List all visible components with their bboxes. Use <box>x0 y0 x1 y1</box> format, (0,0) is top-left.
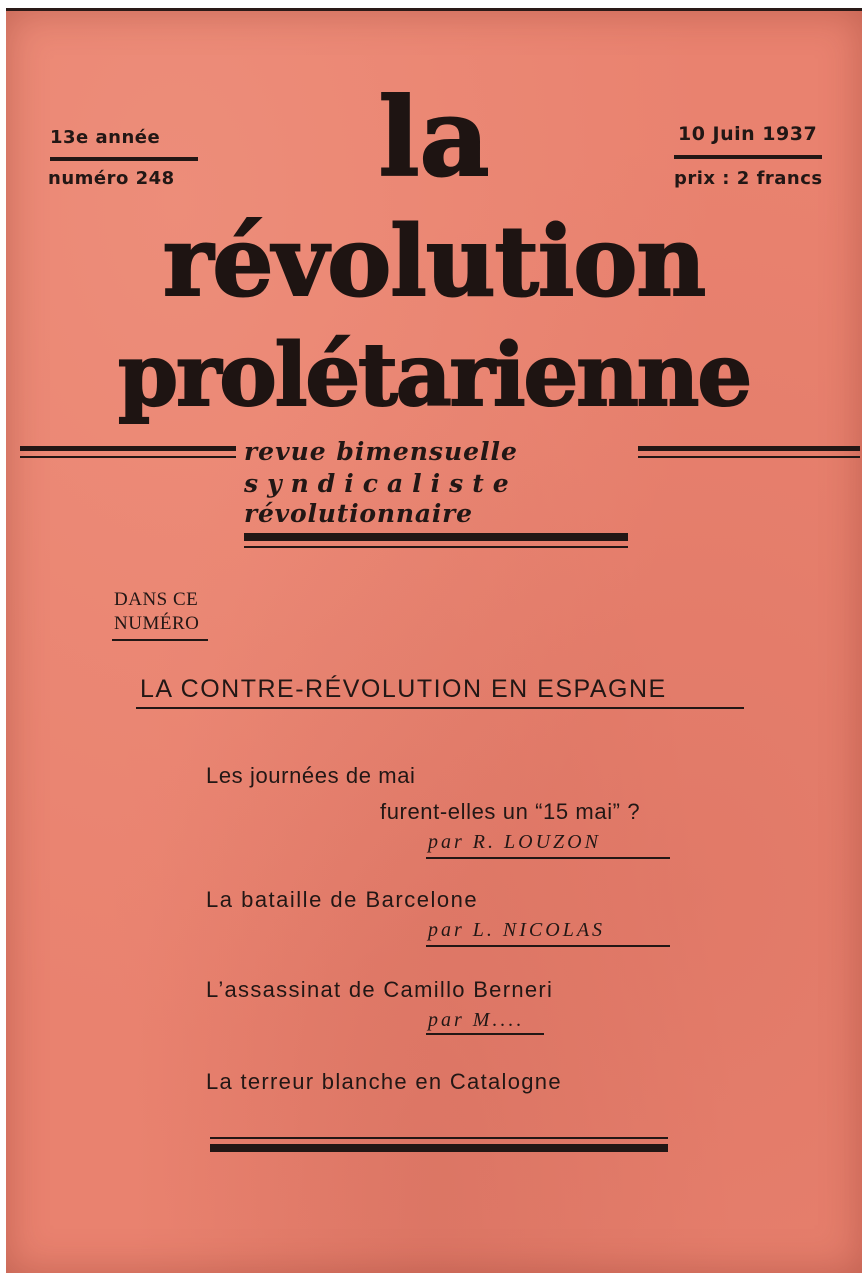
headline-rule <box>136 707 744 709</box>
article-1-title-line-2: furent-elles un “15 mai” ? <box>380 799 641 824</box>
subtitle-line-2: syndicaliste <box>244 469 518 498</box>
contents-label-rule <box>112 639 208 641</box>
article-3-author-rule <box>426 1033 544 1035</box>
bottom-rule-1 <box>210 1137 668 1139</box>
article-3-title: L’assassinat de Camillo Berneri <box>206 977 554 1002</box>
article-1-author-rule <box>426 857 670 859</box>
article-1-title-line-1: Les journées de mai <box>206 763 416 788</box>
article-2-author-rule <box>426 945 670 947</box>
masthead-la: la <box>378 75 490 201</box>
subtitle-rule-bottom-1 <box>244 533 628 541</box>
contents-headline: LA CONTRE-RÉVOLUTION EN ESPAGNE <box>140 675 667 703</box>
contents-label-line-1: DANS CE <box>114 589 199 610</box>
date-label: 10 Juin 1937 <box>678 123 818 145</box>
price-label: prix : 2 francs <box>674 168 823 189</box>
article-3-author: par M.... <box>428 1009 525 1031</box>
article-4-title: La terreur blanche en Catalogne <box>206 1069 562 1094</box>
contents-label-line-2: NUMÉRO <box>114 613 200 634</box>
subtitle-rule-left-1 <box>20 446 236 451</box>
subtitle-rule-left-2 <box>20 456 236 458</box>
magazine-cover <box>6 8 862 1273</box>
numero-label: numéro 248 <box>48 168 175 189</box>
subtitle-rule-right-2 <box>638 456 860 458</box>
subtitle-rule-bottom-2 <box>244 546 628 548</box>
article-1-author: par R. LOUZON <box>428 831 601 853</box>
bottom-rule-2 <box>210 1144 668 1152</box>
article-2-author: par L. NICOLAS <box>428 919 606 941</box>
subtitle-line-1: revue bimensuelle <box>244 437 518 466</box>
subtitle-rule-right-1 <box>638 446 860 451</box>
masthead-revolution: révolution <box>162 205 706 318</box>
article-2-title: La bataille de Barcelone <box>206 887 479 912</box>
annee-label: 13e année <box>50 127 161 148</box>
subtitle-line-3: révolutionnaire <box>244 499 473 528</box>
masthead-proletarienne: prolétarienne <box>117 325 751 426</box>
